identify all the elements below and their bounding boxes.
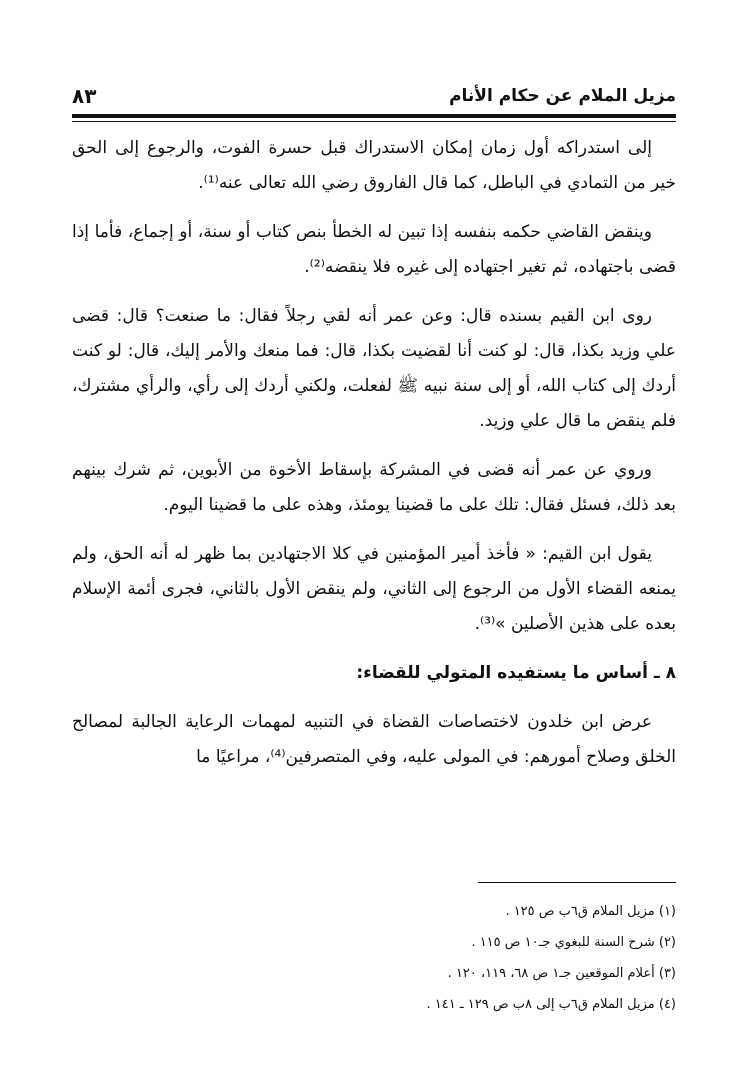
footnote-rule	[478, 882, 676, 883]
footnote-1: (١) مزيل الملام ق٦ب ص ١٢٥ .	[505, 904, 676, 919]
footnote-3: (٣) أعلام الموقعين جـ١ ص ٦٨، ١١٩، ١٢٠ .	[447, 966, 676, 981]
body-text	[72, 131, 676, 789]
footnotes	[72, 896, 676, 1020]
footnote-2: (٢) شرح السنة للبغوي جـ١٠ ص ١١٥ .	[471, 935, 676, 950]
paragraph-5: يقول ابن القيم: « فأخذ أمير المؤمنين في كلا الاجتهادين بما ظهر له أنه الحق، ولم يمنعه القضاء الأول من الرجوع إلى الثاني، ولم ينقض الأول بالثاني، فجرى أئمة الإسلام بعده على هذين الأصلين »⁽³⁾.	[72, 544, 676, 634]
section-heading: ٨ ـ أساس ما يستفيده المتولي للقضاء:	[356, 663, 676, 683]
footnote-4: (٤) مزيل الملام ق٦ب إلى ٨ب ص ١٢٩ ـ ١٤١ .	[426, 997, 676, 1012]
paragraph-4: وروي عن عمر أنه قضى في المشركة بإسقاط الأخوة من الأبوين، ثم شرك بينهم بعد ذلك، فسئل فقال: تلك على ما قضينا يومئذ، وهذه على ما قضينا اليوم.	[72, 460, 676, 515]
paragraph-3: روى ابن القيم بسنده قال: وعن عمر أنه لقي رجلاً فقال: ما صنعت؟ قال: قضى علي وزيد بكذا، قال: لو كنت أنا لقضيت بكذا، قال: فما منعك والأمر إليك، قال: لو كنت أردك إلى كتاب الله، أو إلى سنة نبيه ﷺ لفعلت، ولكني أردك إلى رأي، والرأي مشترك، فلم ينقض ما قال علي وزيد.	[72, 306, 676, 431]
running-title: مزيل الملام عن حكام الأنام	[449, 86, 676, 106]
paragraph-2: وينقض القاضي حكمه بنفسه إذا تبين له الخطأ بنص كتاب أو سنة، أو إجماع، فأما إذا قضى باجتهاده، ثم تغير اجتهاده إلى غيره فلا ينقضه⁽²⁾.	[72, 222, 676, 277]
page-header	[72, 78, 676, 112]
paragraph-1: إلى استدراكه أول زمان إمكان الاستدراك قبل حسرة الفوت، والرجوع إلى الحق خير من التمادي في الباطل، كما قال الفاروق رضي الله تعالى عنه⁽¹⁾.	[72, 138, 676, 193]
header-rule-thick	[72, 114, 676, 118]
page-number: ٨٣	[72, 84, 97, 108]
header-rule-thin	[72, 121, 676, 122]
paragraph-6: عرض ابن خلدون لاختصاصات القضاة في التنبيه لمهمات الرعاية الجالبة لمصالح الخلق وصلاح أمورهم: في المولى عليه، وفي المتصرفين⁽⁴⁾، مراعيًا ما	[72, 712, 676, 767]
